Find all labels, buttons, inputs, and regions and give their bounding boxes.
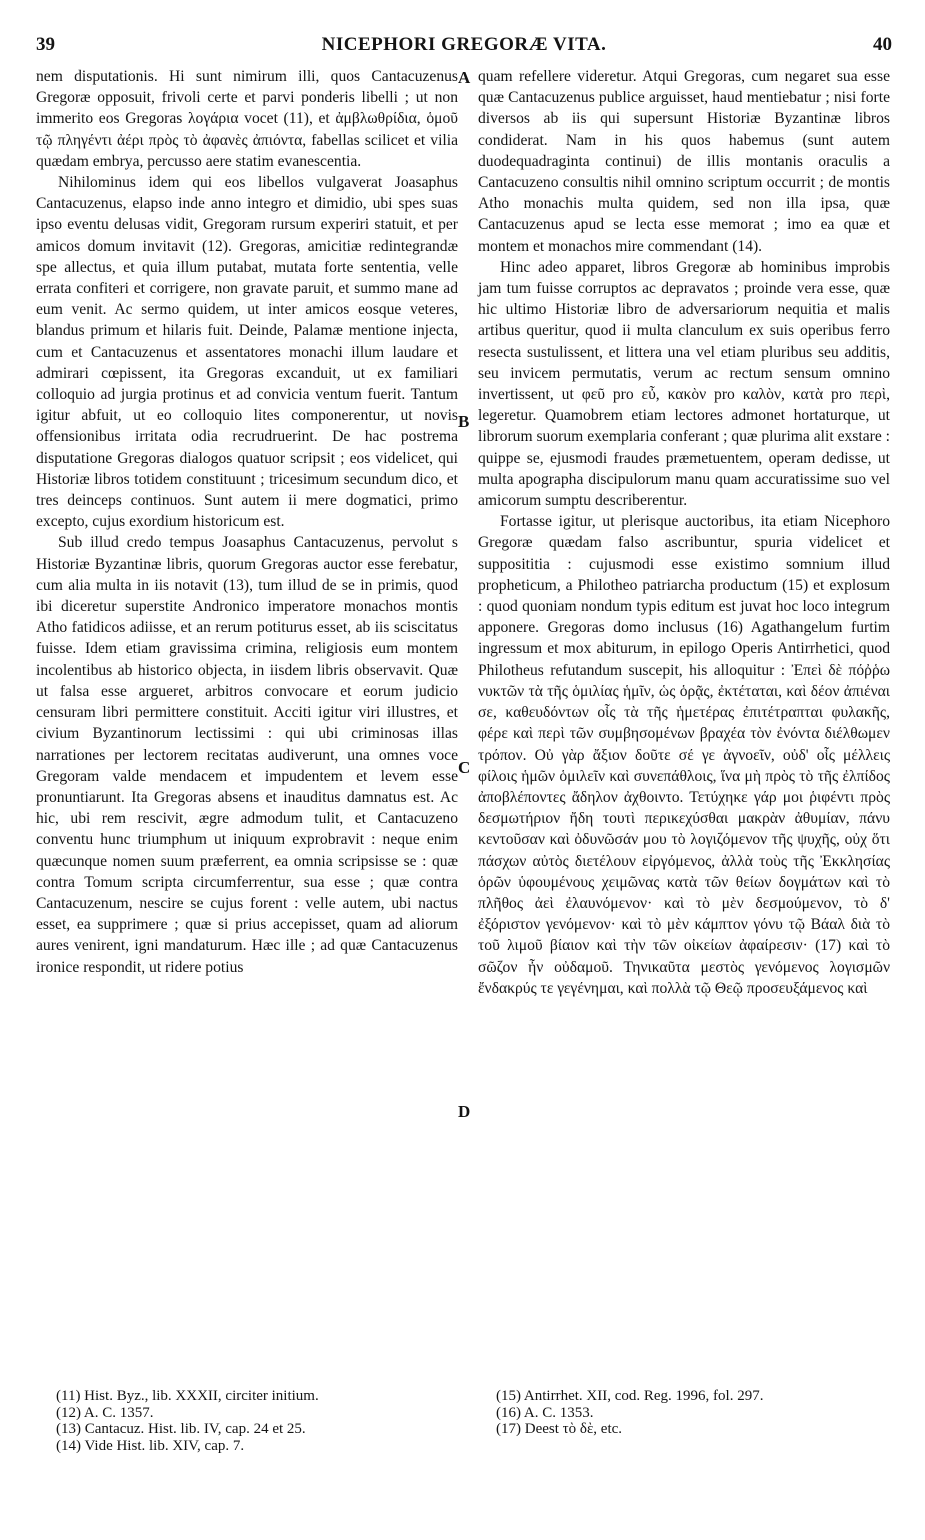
footnote: (17) Deest τὸ δὲ, etc. (496, 1421, 623, 1437)
footnotes-right (496, 1388, 896, 1438)
section-marker-d: D (458, 1102, 471, 1121)
left-column (36, 66, 458, 978)
footnotes-left (56, 1388, 456, 1454)
footnote: (14) Vide Hist. lib. XIV, cap. 7. (56, 1437, 245, 1454)
footnote: (12) A. C. 1357. (56, 1404, 154, 1421)
running-head (36, 34, 892, 60)
footnote: (13) Cantacuz. Hist. lib. IV, cap. 24 et 25. (56, 1421, 306, 1437)
paragraph: Nihilominus idem qui eos libellos vulgaverat Joasaphus Cantacuzenus, elapso inde anno integro et dimidio, ubi spes suas ipso eventu delusas vidit, Gregoram rursum experiri statuit, et per amicos domum invitavit (12). Gregoras, amicitiæ redintegrandæ spe allectus, et quia illum putabat, mutata forte sententia, velle errata confiteri et corrigere, non gravate paruit, et summo mane ad eum venit. Ac sermo quidem, ut inter amicos eosque veteres, blandus primum et hilaris fuit. Deinde, Palamæ mentione injecta, cum et Cantacuzenus et assentatores monachi illum laudare et admirari cœpissent, ita Gregoras excanduit, ut ex familiari colloquio ad jurgia protinus et ad convicia ventum fuerit. Tantum igitur abfuit, ut eo colloquio lites componerentur, ut novis offensionibus irritata odia recrudruerint. De hac postrema disputatione Gregoras dialogos quatuor scripsit ; eos videlicet, qui Historiæ libros totidem constituunt ; tricesimum secundum dico, et tres deinceps continuos. Sunt autem ii mere dogmatici, primo excepto, cujus exordium historicum est. (36, 174, 458, 531)
paragraph: Hinc adeo apparet, libros Gregoræ ab hominibus improbis jam tum fuisse corruptos ac depravatos ; proinde vera esse, quæ hic ultimo Historiæ libro de adversariorum nequitia et malis artibus queritur, quod ii multa clanculum ex suis operibus ferro resecta sustulissent, et littera una vel etiam pluribus seu additis, seu invicem permutatis, verum ac rectum sensum omnino invertissent, ut φεῦ pro εὖ, κακὸν pro καλὸν, κατὰ pro περὶ, legeretur. Quamobrem etiam lectores admonet hortaturque, ut librorum suorum exemplaria conferant ; quæ plurima alit exstare : quippe se, ejusmodi fraudes præmetuentem, operam dedisse, ut multa apographa discipulorum manu quam accuratissime suo vel amicorum sumptu describerentur. (478, 258, 890, 510)
paragraph: quam refellere videretur. Atqui Gregoras, cum negaret sua esse quæ Cantacuzenus publice arguisset, haud mentiebatur ; nisi forte diversos ab iis qui supersunt Historiæ Byzantinæ libros condiderat. Nam in his quos habemus (sunt autem duodequadraginta continui) de illis montanis oraculis a Cantacuzeno consultis nihil omnino scriptum occurrit ; de montis Atho monachis multa quidem, sed non illa ipsa, quæ Cantacuzenus apud se lecta esse memorat ; imo ea quæ et montem et monachos mire commendant (14). (478, 68, 890, 255)
footnote: (15) Antirrhet. XII, cod. Reg. 1996, fol. 297. (496, 1388, 764, 1404)
page-number-left: 39 (36, 34, 55, 55)
footnote: (16) A. C. 1353. (496, 1404, 594, 1421)
paragraph: Fortasse igitur, ut plerisque auctoribus, ita etiam Nicephoro Gregoræ quædam falso ascribuntur, spuria videlicet et supposititia : cujusmodi esse existimo somnium illud propheticum, a Philotheo patriarcha productum (15) et explosum : quod quoniam nondum typis editum est juvat hoc loco integrum apponere. Gregoras domo inclusus (16) Agathangelum furtim ingressum et mox abiturum, in epilogo Operis Antirrhetici, quod Philotheus refutandum suscepit, his alloquitur : Ἐπεὶ δὲ πόῤῥω νυκτῶν τὰ τῆς ὁμιλίας ἡμῖν, ὡς ὁρᾷς, ἐκτέταται, καὶ δέον ἀπιέναι σε, καθευδόντων οἷς τὰ τῆς ἡμετέρας ἐπιτέτραπται φυλακῆς, φέρε καὶ περὶ τῶν συμβησομένων βραχέα τὸν ἐνόντα διέλθωμεν τρόπον. Οὐ γὰρ ἄξιον δοῦτε σέ γε ἀγνοεῖν, οὐδ' οἷς μέλλεις φίλοις ἡμῶν ὁμιλεῖν καὶ συνεπάθλοις, ἵνα μὴ πρὸς τὸ τῆς ἐλπίδος ἀποβλέποντες ἄδηλον ἀχθοιντο. Τετύχηκε γάρ μοι ῥιφέντι πρὸς δεσμωτήριον ἤδη τουτὶ περικεχύσθαι μακρὰν ἀθυμίαν, πάνυ κεντοῦσαν καὶ ὀδυνῶσάν μου τὸ λογιζόμενον τῆς ψυχῆς, οὐχ ὅτι πάσχων αὐτὸς διετέλουν εἰργόμενος, ἀλλὰ τοὺς τῆς Ἐκκλησίας ὁρῶν ὑφουμένους χειμῶνας κατὰ τῶν θείων δογμάτων καὶ τὸ πλῆθος ἀεὶ ἐλαυνόμενον· καὶ τὸ μὲν δεσμούμενον, τὸ δ' ἐξόριστον γενόμενον· καὶ τὸ μὲν κάμπτον γόνυ τῷ Βάαλ διὰ τὸ τοῦ λιμοῦ βίαιον καὶ τὴν τῶν οἰκείων ἀφαίρεσιν· (17) καὶ τὸ σῶζον ἦν οὐδαμοῦ. Τηνικαῦτα μεστὸς γενόμενος λογισμῶν ἔνδακρύς τε γεγένημαι, καὶ πολλὰ τῷ Θεῷ προσευξάμενος καὶ (478, 513, 890, 997)
right-column (478, 66, 890, 999)
paragraph: Sub illud credo tempus Joasaphus Cantacuzenus, pervolut s Historiæ Byzantinæ libris, quorum Gregoras auctor esse ferebatur, cum alia multa in iis notavit (13), tum illud de se in primis, quod ibi diceretur superstite Andronico imperatore monachos montis Atho fatidicos adiisse, et an rerum potiturus esset, ab iis sciscitatus fuisse. Idem etiam gravissima crimina, religiosis eum montem incolentibus ab historico objecta, in iisdem libris observavit. Quæ ut falsa esse argueret, arbitros convocare et eorum judicio censuram libri permittere constituit. Acciti igitur viri illustres, et civium Byzantinorum lectissimi : qui ubi criminosas illas narrationes per lectorem recitatas audiverunt, una omnes voce Gregoram valde mendacem et impudentem et levem esse pronuntiarunt. Ita Gregoras absens et inauditus damnatus est. Ac hic, ubi rem rescivit, ægre admodum tulit, et Cantacuzeno conventu hunc triumphum ut iniquum exprobravit : neque enim quæcunque nomen suum præferrent, ea omnia scripsisse se : quæ contra Tomum scripta circumferrentur, sua esse ; quæ contra Cantacuzenum, nescire se cujus forent : velle autem, ubi nactus esset, ea supprimere ; quæ si prius accepisset, quam ad aliorum aures venirent, igni mandaturum. Hæc ille ; ad quæ Cantacuzenus ironice respondit, ut ridere potius (36, 534, 458, 976)
footnote: (11) Hist. Byz., lib. XXXII, circiter initium. (56, 1388, 319, 1404)
page-title: NICEPHORI GREGORÆ VITA. (321, 34, 607, 55)
page-number-right: 40 (873, 34, 892, 55)
section-marker-a: A (458, 68, 471, 87)
section-marker-b: B (458, 412, 470, 431)
section-marker-c: C (458, 758, 471, 777)
paragraph: nem disputationis. Hi sunt nimirum illi, quos Cantacuzenus Gregoræ opposuit, frivoli certe et parvi ponderis libelli ; ut non immerito eos Gregoras λογάρια vocet (11), et ἀμβλωθρίδια, ὁμοῦ τῷ πληγέντι ἀέρι πρὸς τὸ ἀφανὲς ἀπιόντα, fabellas scilicet et vilia quædam embrya, percusso aere statim evanescentia. (36, 68, 458, 170)
